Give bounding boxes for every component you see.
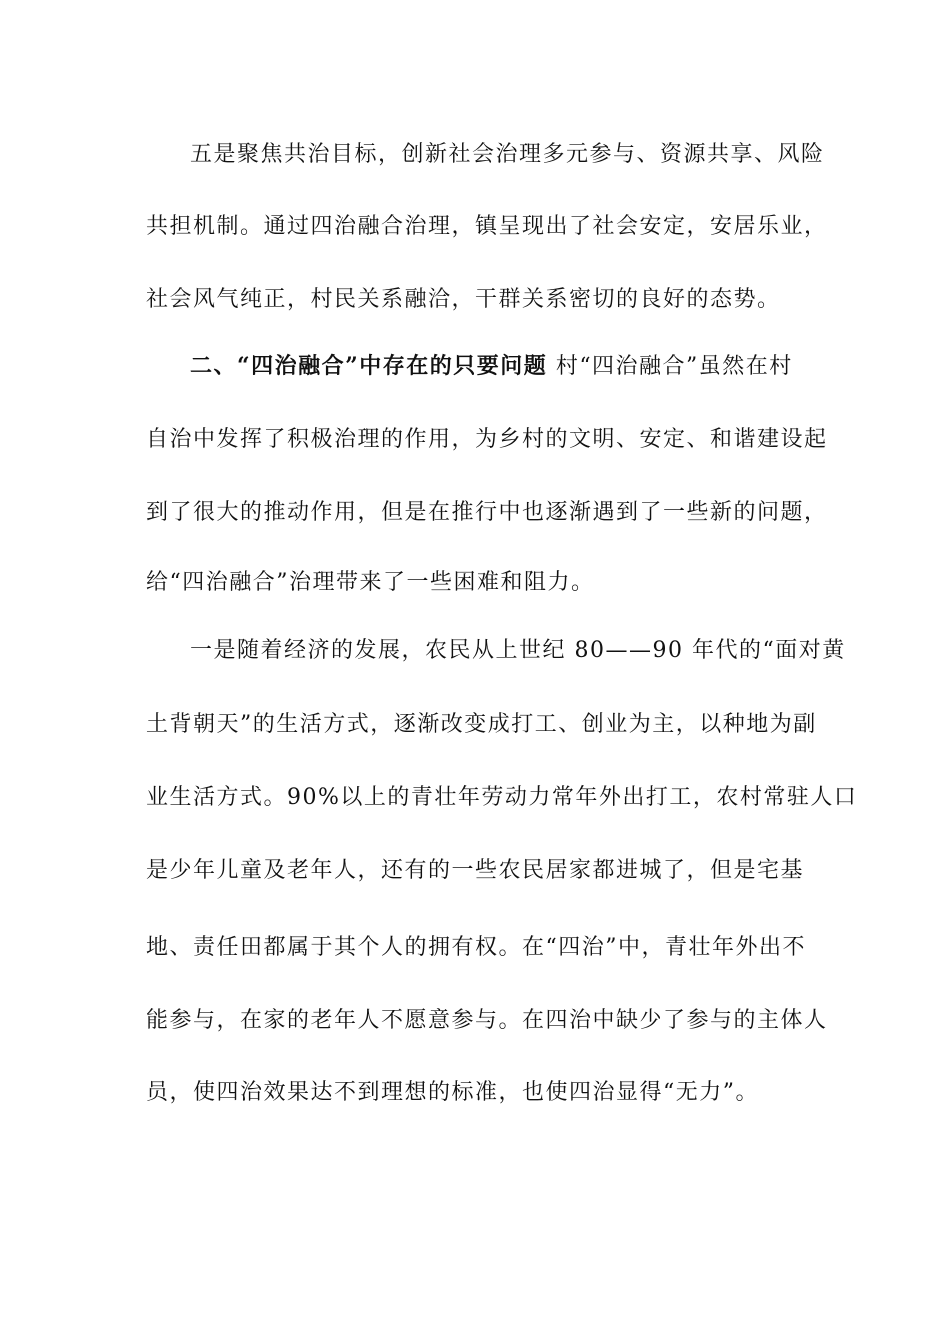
paragraph-1-line-1: 五是聚焦共治目标，创新社会治理多元参与、资源共享、风险 bbox=[190, 142, 825, 167]
paragraph-2-line-4: 给“四治融合”治理带来了一些困难和阻力。 bbox=[146, 570, 595, 595]
paragraph-3-line-1: 一是随着经济的发展，农民从上世纪 80——90 年代的“面对黄 bbox=[190, 638, 846, 663]
paragraph-1-line-2: 共担机制。通过四治融合治理，镇呈现出了社会安定，安居乐业， bbox=[146, 214, 828, 239]
paragraph-2-line-2: 自治中发挥了积极治理的作用，为乡村的文明、安定、和谐建设起 bbox=[146, 427, 828, 452]
paragraph-2-line-1-rest: 村“四治融合”虽然在村 bbox=[555, 354, 793, 379]
paragraph-3-line-5: 地、责任田都属于其个人的拥有权。在“四治”中，青壮年外出不 bbox=[146, 935, 806, 960]
section-heading: 二、“四治融合”中存在的只要问题 bbox=[190, 353, 548, 379]
paragraph-1-line-3: 社会风气纯正，村民关系融洽，干群关系密切的良好的态势。 bbox=[146, 287, 781, 312]
paragraph-3-line-7: 员，使四治效果达不到理想的标准，也使四治显得“无力”。 bbox=[146, 1080, 759, 1105]
paragraph-3-line-2: 土背朝天”的生活方式，逐渐改变成打工、创业为主，以种地为副 bbox=[146, 712, 817, 737]
paragraph-3-line-6: 能参与，在家的老年人不愿意参与。在四治中缺少了参与的主体人 bbox=[146, 1008, 828, 1033]
paragraph-3-line-4: 是少年儿童及老年人，还有的一些农民居家都进城了，但是宅基 bbox=[146, 858, 805, 883]
paragraph-3-line-3: 业生活方式。90%以上的青壮年劳动力常年外出打工，农村常驻人口 bbox=[146, 785, 858, 810]
paragraph-2-line-3: 到了很大的推动作用，但是在推行中也逐渐遇到了一些新的问题， bbox=[146, 500, 828, 525]
paragraph-2-line-1 bbox=[190, 351, 870, 382]
